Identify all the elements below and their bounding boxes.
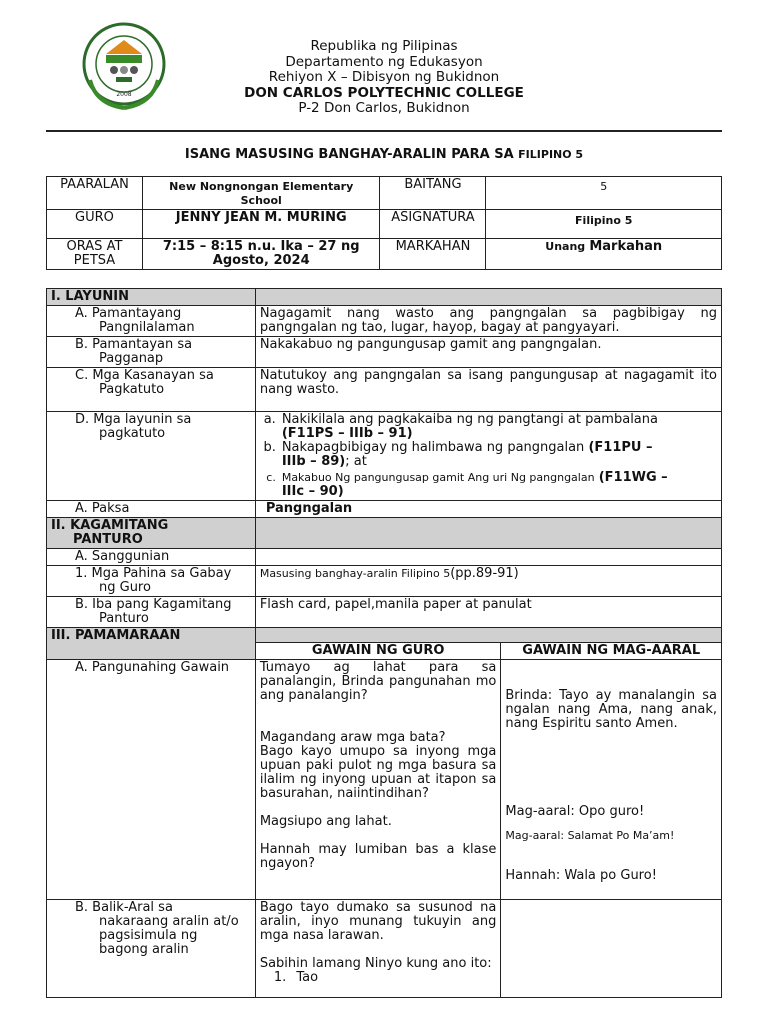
balik-aral-item <box>260 971 497 985</box>
document-header <box>200 39 568 117</box>
teacher-line: Hannah may lumiban bas a klase ngayon? <box>259 842 497 871</box>
paksa-label: A. Paksa <box>47 501 256 518</box>
header-divider <box>46 130 722 132</box>
pamantayang-pangnilalaman-text: Nagagamit nang wasto ang pangngalan sa pagbibigay ng pangngalan ng tao, lugar, hayop, bagay at pangyayari. <box>255 306 721 337</box>
iba-pang-kagamitan-value: Flash card, papel,manila paper at panulat <box>255 597 721 628</box>
balik-aral-guro <box>255 900 501 998</box>
kasanayan-text: Natutukoy ang pangngalan sa isang pangungusap at nagagamit ito nang wasto. <box>255 368 721 412</box>
spacer <box>505 661 717 689</box>
kagamitan-heading-fill <box>255 518 721 549</box>
logo-year: 2008 <box>116 91 132 98</box>
oras-label <box>47 239 143 270</box>
objective-code: (F11WG – <box>598 470 668 485</box>
pamantayang-pangnilalaman-label <box>47 306 256 337</box>
layunin-pagkatuto-label <box>47 412 256 501</box>
pangunahing-gawain-label: A. Pangunahing Gawain <box>47 660 256 900</box>
label-line: bagong aralin <box>99 942 189 957</box>
oras-value-line2: Agosto, 2024 <box>212 253 310 268</box>
objective-tail: ; at <box>345 454 367 469</box>
teacher-line: Magandang araw mga bata? <box>259 730 446 745</box>
item-number: 1. <box>273 970 287 985</box>
col-header-guro: GAWAIN NG GURO <box>255 643 501 660</box>
asignatura-label: ASIGNATURA <box>380 210 486 239</box>
college-seal-logo <box>76 18 172 114</box>
gabay-guro-value <box>255 566 721 597</box>
label-line: pagsisimula ng <box>99 928 198 943</box>
label-line: D. Mga layunin sa <box>75 412 192 427</box>
objective-text: Makabuo Ng pangungusap gamit Ang uri Ng pangngalan <box>281 471 595 484</box>
label-line: nakaraang aralin at/o <box>99 914 239 929</box>
label-line: Pagganap <box>99 351 164 366</box>
pamantayan-pagganap-text: Nakakabuo ng pangungusap gamit ang pangngalan. <box>255 337 721 368</box>
markahan-label: MARKAHAN <box>380 239 486 270</box>
item-text: Tao <box>296 970 319 985</box>
label-line: ng Guro <box>99 580 151 595</box>
pangunahing-gawain-magaaral <box>501 660 722 900</box>
teacher-line: Bago tayo dumako sa susunod na aralin, inyo munang tukuyin ang mga nasa larawan. <box>259 900 497 943</box>
heading-line: II. KAGAMITANG <box>51 518 169 533</box>
lesson-title-main: ISANG MASUSING BANGHAY-ARALIN PARA SA <box>184 147 514 162</box>
sanggunian-value <box>255 549 721 566</box>
student-line: Mag-aaral: Opo guro! <box>505 804 645 819</box>
kagamitan-heading <box>47 518 256 549</box>
objective-number: c. <box>266 471 276 484</box>
oras-label-line2: PETSA <box>73 253 116 268</box>
student-line: Hannah: Wala po Guro! <box>505 868 657 883</box>
asignatura-value: Filipino 5 <box>486 210 722 239</box>
lesson-title-subject: FILIPINO 5 <box>518 148 584 161</box>
col-header-magaaral: GAWAIN NG MAG-AARAL <box>501 643 722 660</box>
label-line: pagkatuto <box>99 426 166 441</box>
paksa-value: Pangngalan <box>255 501 721 518</box>
guro-value: JENNY JEAN M. MURING <box>142 210 380 239</box>
layunin-pagkatuto-list <box>255 412 721 501</box>
label-line: B. Iba pang Kagamitang <box>75 597 232 612</box>
gabay-value-pages: (pp.89-91) <box>450 566 519 581</box>
spacer <box>260 703 497 731</box>
teacher-line: Bago kayo umupo sa inyong mga upuan paki pulot ng mga basura sa ilalim ng inyong upuan at itapon sa basurahan, naiintindihan? <box>259 744 497 801</box>
oras-value-line1: 7:15 – 8:15 n.u. Ika – 27 ng <box>162 239 360 254</box>
lesson-plan-table <box>46 288 722 998</box>
paaralan-label: PAARALAN <box>47 177 143 210</box>
label-line: B. Pamantayan sa <box>75 337 193 352</box>
spacer <box>260 829 497 843</box>
layunin-heading: I. LAYUNIN <box>47 289 256 306</box>
baitang-label: BAITANG <box>380 177 486 210</box>
objective-code: (F11PU – <box>588 440 653 455</box>
spacer <box>260 943 497 957</box>
sanggunian-label: A. Sanggunian <box>47 549 256 566</box>
oras-value <box>142 239 380 270</box>
objective-item <box>260 413 717 441</box>
baitang-value: 5 <box>486 177 722 210</box>
pamamaraan-heading: III. PAMAMARAAN <box>47 628 256 660</box>
label-line: Panturo <box>99 611 149 626</box>
spacer <box>505 819 717 829</box>
markahan-value <box>486 239 722 270</box>
layunin-heading-fill <box>255 289 721 306</box>
header-college: DON CARLOS POLYTECHNIC COLLEGE <box>244 84 524 101</box>
oras-label-line1: ORAS AT <box>66 239 123 254</box>
teacher-line: Tumayo ag lahat para sa panalangin, Brinda pangunahan mo ang panalangin? <box>259 660 497 703</box>
pamamaraan-heading-fill <box>255 628 721 643</box>
objectives-list <box>260 413 717 499</box>
markahan-main: Markahan <box>589 239 663 254</box>
heading-line: PANTURO <box>73 532 143 547</box>
pangunahing-gawain-guro <box>255 660 501 900</box>
kasanayan-label <box>47 368 256 412</box>
objective-item <box>260 441 717 469</box>
objective-number: a. <box>263 412 276 427</box>
label-line: A. Pamantayang <box>75 306 182 321</box>
balik-aral-magaaral <box>501 900 722 998</box>
objective-code: IIIb – 89) <box>281 454 346 469</box>
objective-text: Nakapagbibigay ng halimbawa ng pangngalan <box>281 440 585 455</box>
gabay-guro-label <box>47 566 256 597</box>
markahan-small: Unang <box>545 240 586 253</box>
label-line: Pangnilalaman <box>99 320 195 335</box>
spacer <box>505 843 717 869</box>
balik-aral-label <box>47 900 256 998</box>
objective-code: (F11PS – IIIb – 91) <box>281 426 413 441</box>
header-department: Departamento ng Edukasyon <box>285 53 483 70</box>
gabay-value-text: Masusing banghay-aralin Filipino 5 <box>259 567 451 580</box>
teacher-line: Sabihin lamang Ninyo kung ano ito: <box>259 956 492 971</box>
label-line: Pagkatuto <box>99 382 165 397</box>
teacher-line: Magsiupo ang lahat. <box>259 814 392 829</box>
header-address: P-2 Don Carlos, Bukidnon <box>298 100 470 116</box>
objective-text: Nakikilala ang pagkakaiba ng ng pangtangi at pambalana <box>281 412 658 427</box>
label-line: 1. Mga Pahina sa Gabay <box>75 566 232 581</box>
info-table <box>46 176 722 270</box>
guro-label: GURO <box>47 210 143 239</box>
objective-item <box>260 471 717 499</box>
objective-number: b. <box>263 440 276 455</box>
label-line: B. Balik-Aral sa <box>75 900 173 915</box>
spacer <box>505 731 717 805</box>
objective-code: IIIc – 90) <box>281 484 344 499</box>
student-line: Brinda: Tayo ay manalangin sa ngalan nang Ama, nang anak, nang Espiritu santo Amen. <box>505 688 717 731</box>
label-line: C. Mga Kasanayan sa <box>75 368 214 383</box>
spacer <box>260 801 497 815</box>
lesson-plan-title <box>46 147 722 162</box>
iba-pang-kagamitan-label <box>47 597 256 628</box>
student-line: Mag-aaral: Salamat Po Ma’am! <box>505 829 675 842</box>
pamantayan-pagganap-label <box>47 337 256 368</box>
header-republic: Republika ng Pilipinas <box>310 38 458 54</box>
paaralan-value: New Nongnongan Elementary School <box>142 177 380 210</box>
header-region: Rehiyon X – Dibisyon ng Bukidnon <box>268 69 500 85</box>
